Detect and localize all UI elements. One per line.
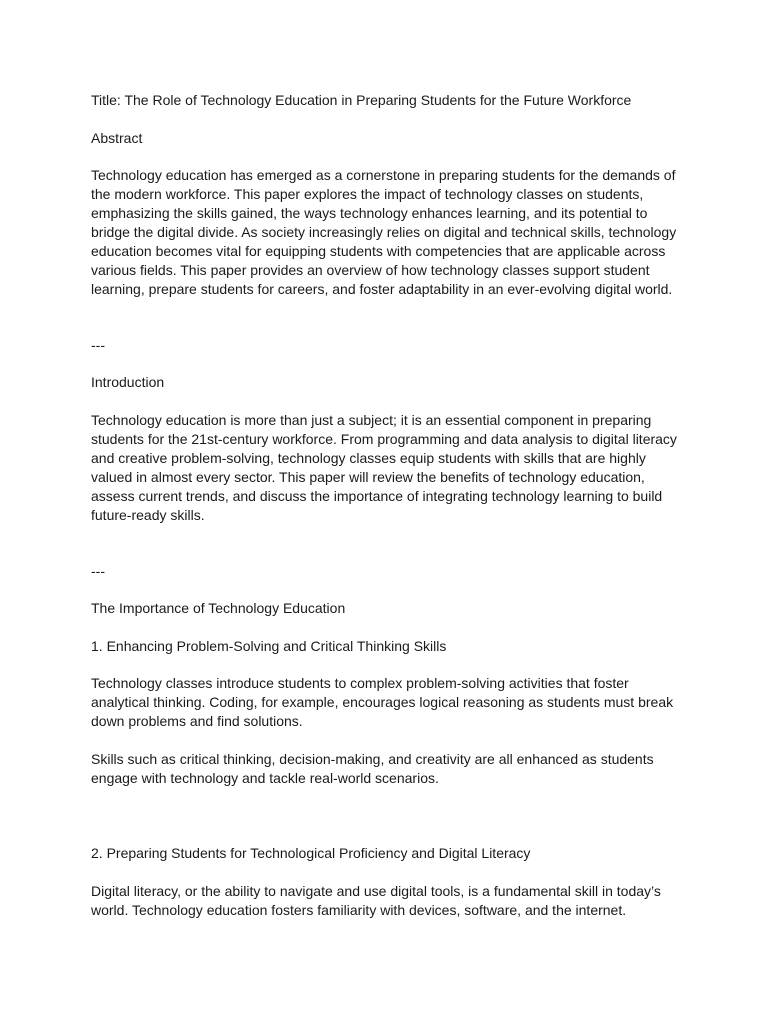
importance-heading: The Importance of Technology Education	[91, 600, 346, 616]
abstract-line: emphasizing the skills gained, the ways technology enhances learning, and its potential to	[91, 205, 648, 221]
abstract-line: learning, prepare students for careers, and foster adaptability in an ever-evolving digital world.	[91, 281, 673, 297]
section-separator: ---	[91, 337, 105, 353]
section-1-line: engage with technology and tackle real-world scenarios.	[91, 770, 439, 786]
introduction-line: students for the 21st-century workforce. From programming and data analysis to digital literacy	[91, 431, 677, 447]
section-1-heading: 1. Enhancing Problem-Solving and Critical Thinking Skills	[91, 638, 447, 654]
section-separator: ---	[91, 563, 105, 579]
abstract-line: Technology education has emerged as a cornerstone in preparing students for the demands of	[91, 167, 676, 183]
abstract-heading: Abstract	[91, 130, 143, 146]
abstract-line: various fields. This paper provides an overview of how technology classes support student	[91, 262, 650, 278]
section-2-line: world. Technology education fosters familiarity with devices, software, and the internet.	[91, 902, 627, 918]
abstract-line: the modern workforce. This paper explores the impact of technology classes on students,	[91, 186, 644, 202]
section-2-line: Digital literacy, or the ability to navigate and use digital tools, is a fundamental skill in today’s	[91, 883, 661, 899]
section-2-heading: 2. Preparing Students for Technological Proficiency and Digital Literacy	[91, 845, 531, 861]
section-1-line: analytical thinking. Coding, for example, encourages logical reasoning as students must break	[91, 694, 674, 710]
abstract-line: bridge the digital divide. As society increasingly relies on digital and technical skills, technology	[91, 224, 677, 240]
section-1-line: Skills such as critical thinking, decision-making, and creativity are all enhanced as students	[91, 751, 654, 767]
section-1-line: down problems and find solutions.	[91, 713, 303, 729]
introduction-line: future-ready skills.	[91, 507, 205, 523]
abstract-line: education becomes vital for equipping students with competencies that are applicable across	[91, 243, 666, 259]
introduction-heading: Introduction	[91, 374, 165, 390]
section-1-line: Technology classes introduce students to complex problem-solving activities that foster	[91, 675, 629, 691]
document-title: Title: The Role of Technology Education in Preparing Students for the Future Workforce	[91, 92, 632, 108]
introduction-line: valued in almost every sector. This paper will review the benefits of technology education,	[91, 469, 645, 485]
introduction-line: assess current trends, and discuss the importance of integrating technology learning to build	[91, 488, 663, 504]
introduction-line: and creative problem-solving, technology classes equip students with skills that are highly	[91, 450, 646, 466]
introduction-line: Technology education is more than just a subject; it is an essential component in preparing	[91, 412, 652, 428]
